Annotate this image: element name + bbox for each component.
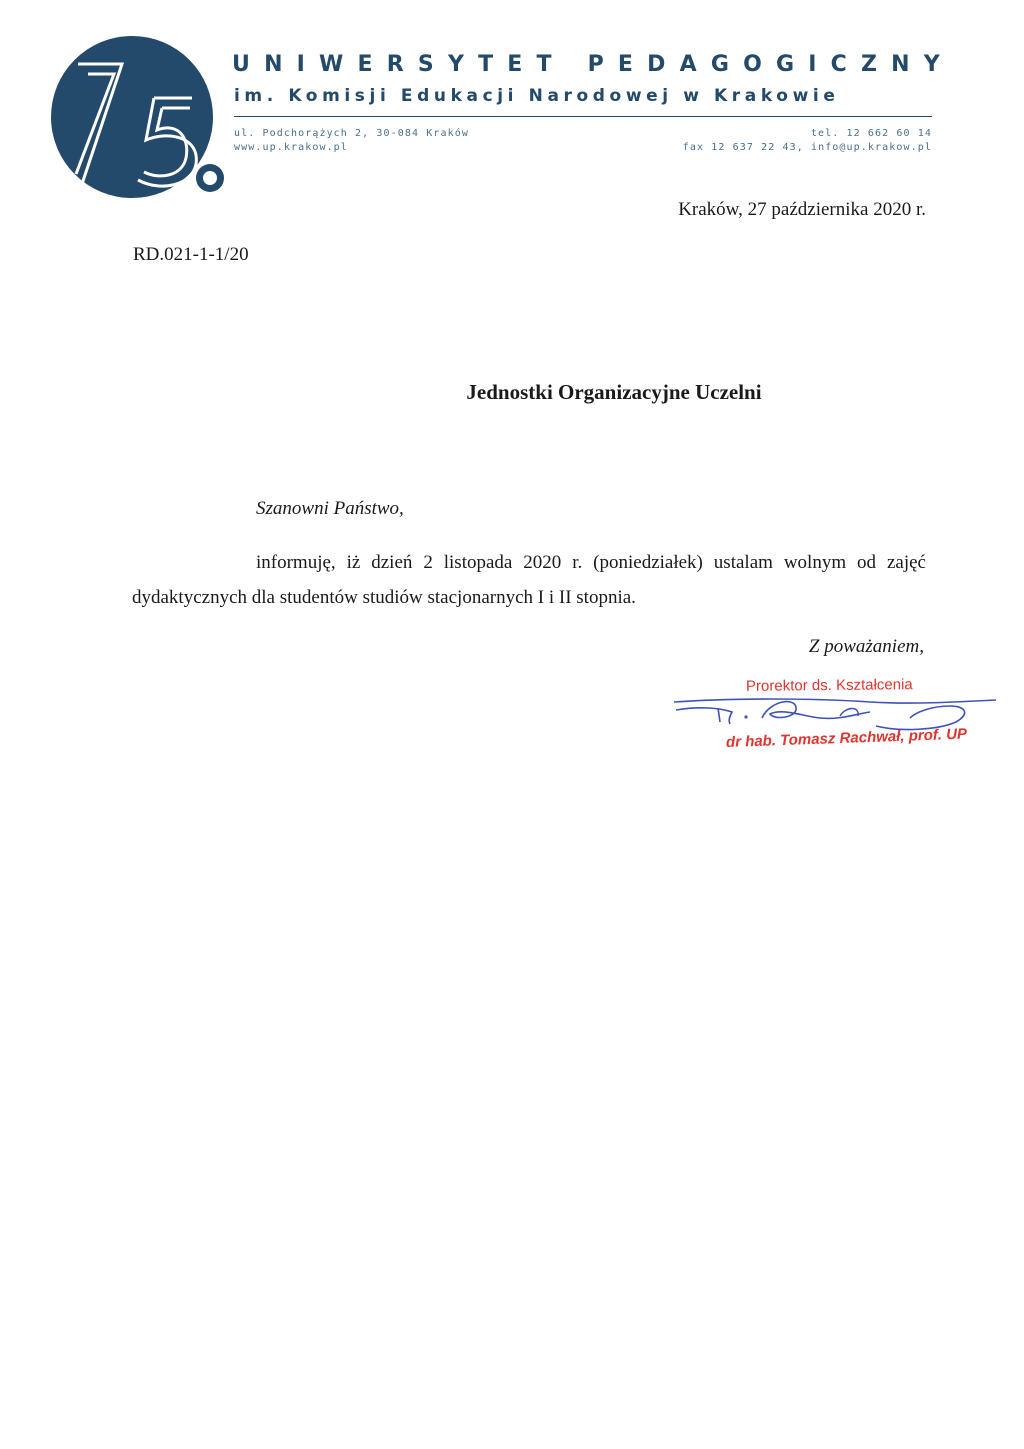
stamp-role: Prorektor ds. Kształcenia: [745, 676, 913, 695]
website-link[interactable]: www.up.krakow.pl: [234, 142, 348, 153]
university-subtitle: im. Komisji Edukacji Narodowej w Krakowie: [234, 86, 840, 106]
letter-date: Kraków, 27 października 2020 r.: [678, 199, 926, 220]
closing-phrase: Z poważaniem,: [808, 636, 924, 657]
address-block: [234, 127, 469, 155]
stamp-name: dr hab. Tomasz Rachwał, prof. UP: [725, 725, 968, 751]
letterhead-divider: [234, 116, 932, 117]
address-line: ul. Podchorążych 2, 30-084 Kraków: [234, 128, 469, 139]
fax-and-email: fax 12 637 22 43, info@up.krakow.pl: [682, 142, 932, 153]
salutation: Szanowni Państwo,: [256, 498, 404, 519]
contact-block: [683, 127, 932, 155]
phone-number: tel. 12 662 60 14: [810, 128, 932, 139]
university-name: UNIWERSYTET PEDAGOGICZNY: [232, 52, 954, 77]
letter-body: informuję, iż dzień 2 listopada 2020 r. (poniedziałek) ustalam wolnym od zajęć dydaktycznych dla studentów studiów stacjonarnych I i II stopnia.: [132, 552, 926, 608]
university-75-anniversary-logo: [50, 34, 226, 200]
reference-number: RD.021-1-1/20: [133, 244, 249, 265]
recipient-heading: Jednostki Organizacyjne Uczelni: [466, 380, 762, 404]
